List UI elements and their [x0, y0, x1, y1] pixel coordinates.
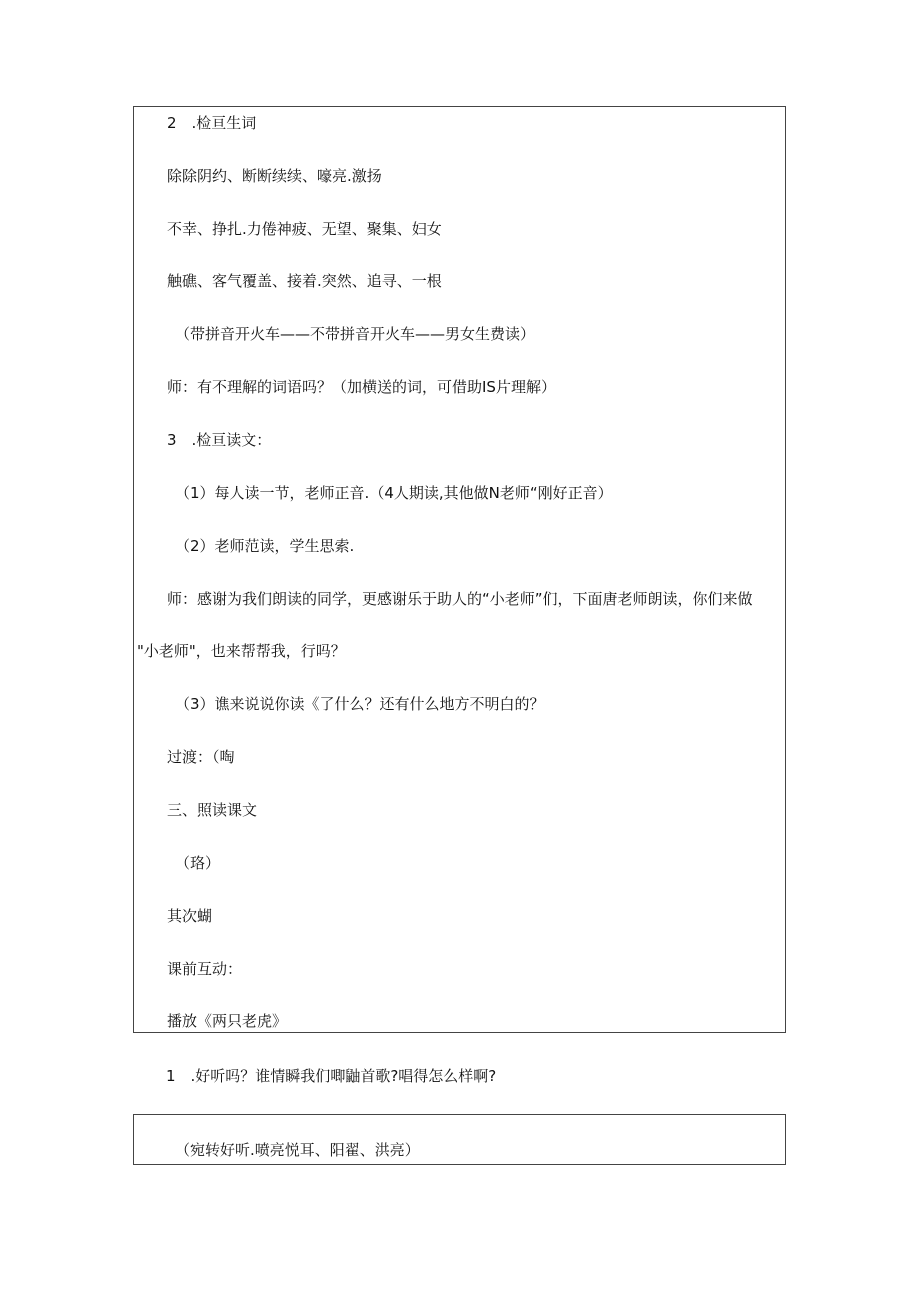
vocab-line-1: 除除阴约、断断续续、嚎亮.激扬 — [167, 167, 382, 185]
reading-method-note: （带拼音开火车——不带拼音开火车——男女生费读） — [175, 325, 536, 343]
vocab-line-2: 不幸、挣扎.力倦神疲、无望、聚集、妇女 — [167, 220, 442, 238]
step-3-discussion: （3）谯来说说你读《了什么？还有什么地方不明白的？ — [175, 695, 545, 713]
transition-line: 过渡：（啕 — [167, 748, 235, 766]
content-table-cell-bottom — [133, 1114, 786, 1165]
teacher-question-words: 师：有不理解的词语吗？（加横送的词，可借助IS片理解） — [167, 378, 556, 396]
section-heading-check-reading: 3 .检亘读文： — [167, 431, 272, 449]
omitted-note: （珞） — [175, 854, 221, 872]
teacher-thanks-continued: "小老师"，也来帮帮我，行吗？ — [137, 642, 346, 660]
section-heading-check-words: 2 .检亘生词 — [167, 114, 257, 132]
next-line: 其次蝴 — [167, 907, 213, 925]
question-line-between-boxes: 1 .好听吗？谁情瞬我们唧鼬首歌?唱得怎么样啊? — [166, 1067, 497, 1085]
answer-note: （宛转好听.喷亮悦耳、阳翟、洪亮） — [175, 1141, 420, 1159]
pre-class-interaction-heading: 课前互动： — [167, 960, 243, 978]
step-1-read-section: （1）每人读一节，老师正音.（4人期读,其他做N老师“刚好正音） — [175, 484, 613, 502]
play-song-line: 播放《两只老虎》 — [167, 1012, 288, 1030]
vocab-line-3: 触礁、客气覆盖、接着.突然、追寻、一根 — [167, 272, 442, 290]
content-table-cell-top — [133, 106, 786, 1033]
section-heading-study-text: 三、照读课文 — [167, 801, 258, 819]
step-2-teacher-model-reading: （2）老师范读，学生思索. — [175, 537, 355, 555]
teacher-thanks-line: 师：感谢为我们朗读的同学，更感谢乐于助人的“小老师”们，下面唐老师朗读，你们来做 — [167, 590, 753, 608]
